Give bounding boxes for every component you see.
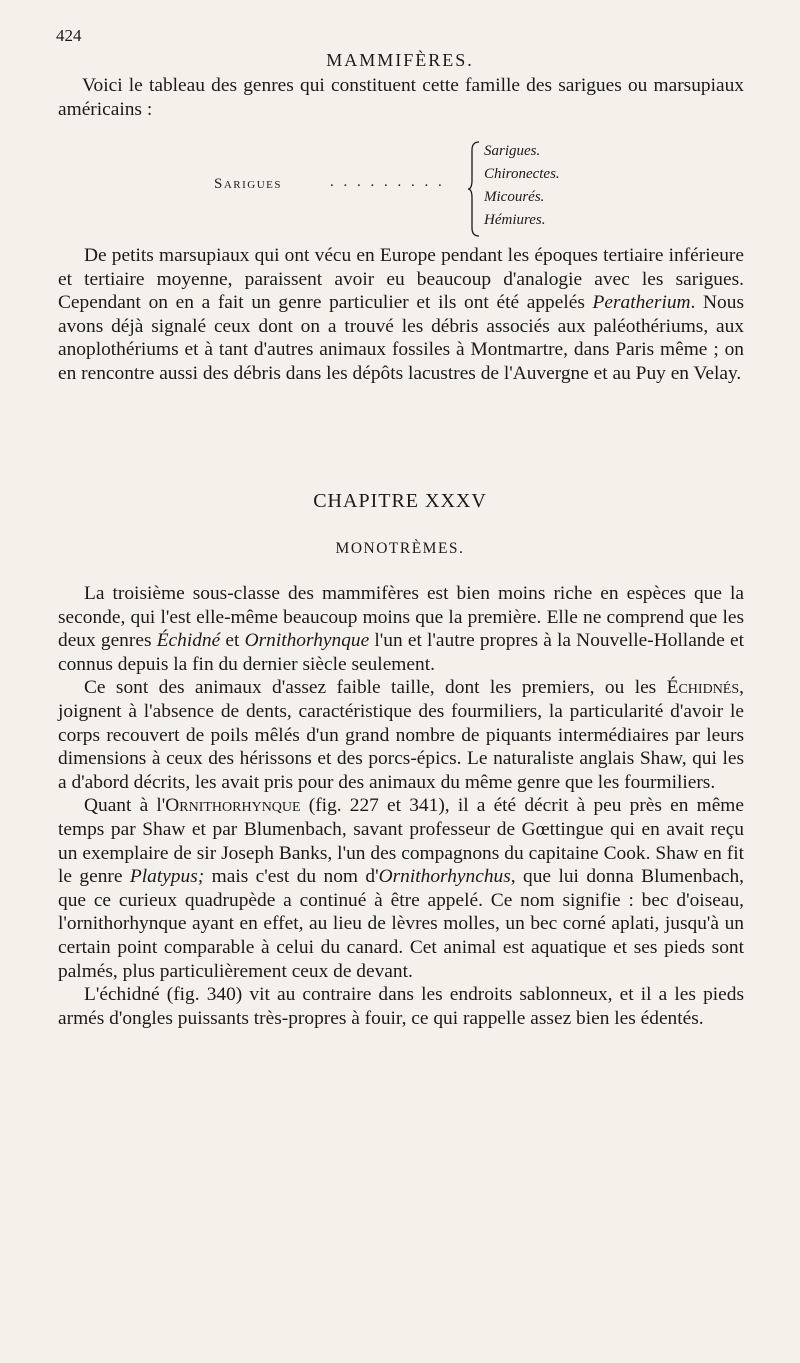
genus-heading: Ornithorhynque xyxy=(165,795,301,817)
intro-text: Voici le tableau des genres qui constituent cette famille des sarigues ou marsupiaux américains : xyxy=(58,75,744,120)
chapter-body xyxy=(58,582,744,1030)
genus-name: Ornithorhynque xyxy=(244,630,370,652)
fossil-text: . Nous avons déjà signalé ceux dont on a trouvé les débris associés aux paléothériums, aux anoplothériums et à tant d'autres animaux fossiles à Montmartre, dans Paris même ; on en rencontre aussi des débris dans les dépôts lacustres de l'Auvergne et au Puy en Velay. xyxy=(58,292,744,384)
genus-item: Sarigues. xyxy=(484,143,541,159)
genus-name: Peratherium xyxy=(592,292,691,314)
leader-dots: . . . . . . . . . xyxy=(330,174,445,190)
genus-name: Ornithorhynchus xyxy=(378,866,511,888)
genera-table xyxy=(0,140,800,240)
fossil-text: De petits marsupiaux qui ont vécu en Europe pendant les époques tertiaire inférieure et tertiaire moyenne, paraissent avoir eu beaucoup d'analogie avec les sarigues. Cependant on en a fait un genre particulier et ils ont été appelés xyxy=(58,245,744,314)
paragraph: Quant à l'Ornithorhynque (fig. 227 et 341), il a été décrit à peu près en même temps par Shaw et par Blumenbach, savant professeur de Gœttingue qui en avait reçu un exemplaire de sir Joseph Banks, l'un des compagnons du capitaine Cook. Shaw en fit le genre Platypus; mais c'est du nom d'Ornithorhynchus, que lui donna Blumenbach, que ce curieux quadrupède a continué à être appelé. Ce nom signifie : bec d'oiseau, l'ornithorhynque ayant en effet, au lieu de lèvres molles, un bec corné aplati, jusqu'à un certain point comparable à celui du canard. Cet animal est aquatique et ses pieds sont palmés, plus particulièrement ceux de devant. xyxy=(58,795,744,982)
chapter-subtitle: MONOTRÈMES. xyxy=(335,540,465,557)
page-number: 424 xyxy=(56,26,82,45)
genus-item: Hémiures. xyxy=(484,212,546,228)
genus-item: Chironectes. xyxy=(484,166,560,182)
page-header xyxy=(0,22,800,82)
paragraph: L'échidné (fig. 340) vit au contraire dans les endroits sablonneux, et il a les pieds armés d'ongles puissants très-propres à fouir, ce qui rappelle assez bien les édentés. xyxy=(58,984,744,1029)
genus-heading: Échidnés xyxy=(666,677,740,699)
intro-paragraph xyxy=(58,74,744,121)
genera-list xyxy=(484,140,560,232)
family-label: Sarigues xyxy=(214,176,283,192)
brace-icon xyxy=(468,140,480,238)
paragraph: Ce sont des animaux d'assez faible taille, dont les premiers, ou les Échidnés, joignent à l'absence de dents, caractéristique des fourmiliers, la particularité d'avoir le corps recouvert de poils mêlés d'un grand nombre de piquants intermédiaires par leurs dimensions à ceux des hérissons et des porcs-épics. Le naturaliste anglais Shaw, qui les a d'abord décrits, les avait pris pour des animaux du même genre que les fourmiliers. xyxy=(58,677,744,793)
fossil-paragraph xyxy=(58,244,744,386)
genus-name: Platypus; xyxy=(129,866,205,888)
genus-item: Micourés. xyxy=(484,189,545,205)
chapter-title: CHAPITRE XXXV xyxy=(313,490,487,512)
paragraph: La troisième sous-classe des mammifères est bien moins riche en espèces que la seconde, qui l'est elle-même beaucoup moins que la première. Elle ne comprend que les deux genres Échidné et Ornithorhynque l'un et l'autre propres à la Nouvelle-Hollande et connus depuis la fin du dernier siècle seulement. xyxy=(58,583,744,675)
genus-name: Échidné xyxy=(156,630,221,652)
running-head: MAMMIFÈRES. xyxy=(326,50,474,70)
